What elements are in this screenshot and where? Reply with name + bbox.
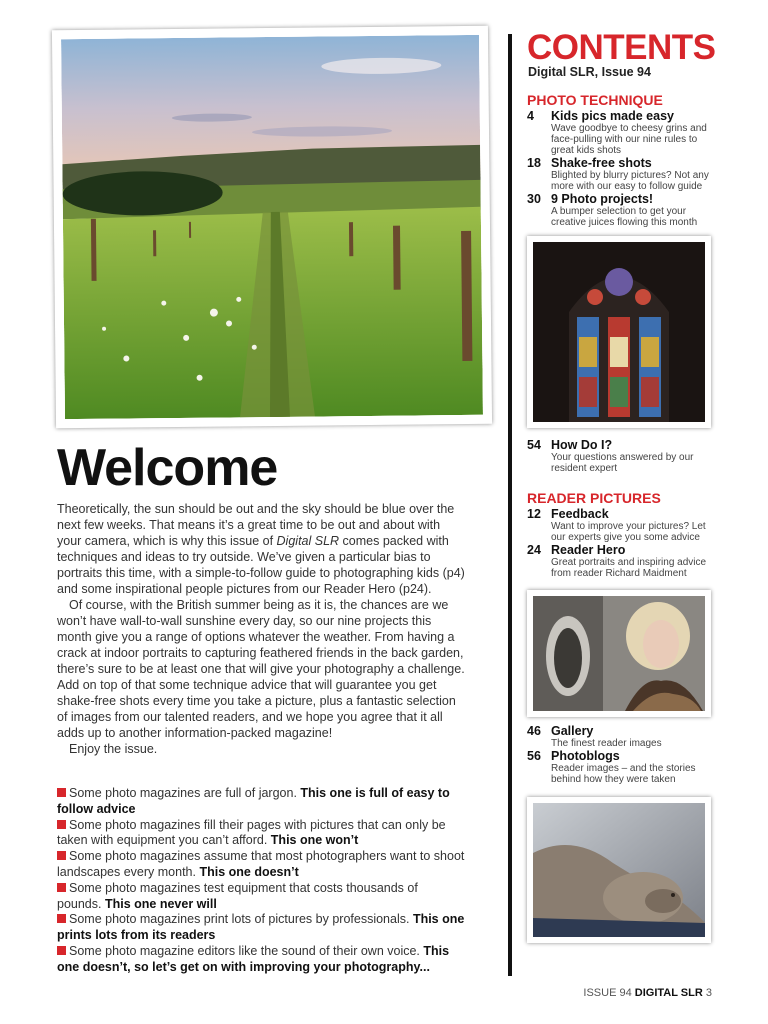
toc-page-number: 24 (527, 543, 541, 557)
claim-bold: This one never will (104, 896, 217, 911)
claim-bold: This one doesn’t (199, 864, 299, 879)
welcome-paragraph-2: Of course, with the British summer being as it is, the chances are we won’t have wall-to-wall sunshine every day, so our nine projects this month give you a range of options whatever the weather. From having a crack at indoor portraits to capturing feathered friends in the back garden, there’s sure to be at least one that will give your photography a challenge. Add on top of that some technique advice that will guarantee you get shake-free shots every time you take a picture, plus a fantastic selection of images from our talented readers, and we hope you agree that it all adds up to another information-packed magazine! (57, 598, 465, 740)
welcome-paragraph-1 (57, 501, 465, 597)
claim-item (57, 881, 465, 913)
section-heading-photo-technique: PHOTO TECHNIQUE (527, 92, 663, 108)
toc-entry-reader-hero[interactable] (527, 543, 717, 579)
claims-list (57, 786, 465, 976)
stained-glass-thumbnail (527, 236, 711, 428)
toc-entry-title: Shake-free shots (551, 156, 652, 170)
welcome-heading: Welcome (57, 439, 278, 497)
toc-page-number: 12 (527, 507, 541, 521)
claim-item (57, 786, 465, 818)
toc-entry-title: Feedback (551, 507, 609, 521)
toc-entry-description: Great portraits and inspiring advice from reader Richard Maidment (551, 557, 707, 580)
welcome-p1-part-a: Theoretically, the sun should be out and the sky should be blue over the next few weeks. That means it’s a great time to be out and about with your camera, which is why this issue of (57, 502, 455, 548)
toc-entry-description: Wave goodbye to cheesy grins and face-pulling with our nine rules to great kids shots (551, 123, 707, 157)
toc-entry-photo-projects[interactable] (527, 192, 717, 228)
toc-page-number: 56 (527, 749, 541, 763)
toc-entry-title: How Do I? (551, 438, 613, 452)
toc-page-number: 18 (527, 156, 541, 170)
page-footer (583, 987, 712, 999)
toc-entry-description: Blighted by blurry pictures? Not any more with our easy to follow guide (551, 170, 709, 193)
toc-entry-description: The finest reader images (551, 738, 662, 749)
seal-thumbnail (527, 797, 711, 943)
toc-entry-title: Photoblogs (551, 749, 620, 763)
red-square-icon (57, 883, 66, 892)
stained-glass-image (533, 242, 705, 422)
toc-entry-title: Gallery (551, 724, 594, 738)
toc-entry-title: 9 Photo projects! (551, 192, 654, 206)
toc-entry-title: Kids pics made easy (551, 109, 674, 123)
toc-page-number: 46 (527, 724, 541, 738)
red-square-icon (57, 820, 66, 829)
claim-item (57, 849, 465, 881)
toc-entry-shake-free[interactable] (527, 156, 717, 192)
claim-item (57, 944, 465, 976)
toc-entry-title: Reader Hero (551, 543, 626, 557)
claim-text: Some photo magazines print lots of pictures by professionals. (69, 912, 413, 927)
claim-text: Some photo magazines assume that most photographers want to shoot landscapes every month. (57, 849, 465, 879)
claim-text: Some photo magazines are full of jargon. (69, 786, 301, 800)
issue-subtitle: Digital SLR, Issue 94 (528, 65, 651, 79)
meadow-landscape-image (61, 35, 483, 419)
hero-photo (61, 35, 483, 419)
toc-entry-description: Reader images – and the stories behind how they were taken (551, 763, 696, 786)
claim-bold: This one prints lots from its readers (57, 912, 465, 943)
claim-text: Some photo magazines test equipment that costs thousands of pounds. (57, 880, 418, 911)
welcome-paragraph-3: Enjoy the issue. (69, 742, 158, 756)
claim-item (57, 818, 465, 850)
claim-bold: This one is full of easy to follow advice (57, 786, 450, 816)
red-square-icon (57, 914, 66, 923)
red-square-icon (57, 851, 66, 860)
toc-entry-feedback[interactable] (527, 507, 717, 543)
claim-bold: This one doesn’t, so let’s get on with improving your photography... (57, 943, 450, 974)
column-divider (508, 34, 512, 976)
hero-photo-frame (52, 26, 492, 429)
welcome-p1-part-b: comes packed with techniques and ideas to try outside. We’ve given a particular bias to portraits this time, with a simple-to-follow guide to photographing kids (p4) and some inspirational people pictures from our Reader Hero (p24). (57, 534, 465, 596)
toc-page-number: 4 (527, 109, 534, 123)
toc-page-number: 30 (527, 192, 541, 206)
claim-bold: This one won’t (270, 833, 359, 848)
claim-item (57, 912, 465, 944)
portrait-thumbnail (527, 590, 711, 717)
toc-entry-kids-pics[interactable] (527, 109, 717, 157)
claim-text: Some photo magazines fill their pages with pictures that can only be taken with equipment you can’t afford. (57, 817, 446, 848)
footer-issue: ISSUE 94 (583, 987, 632, 999)
toc-page-number: 54 (527, 438, 541, 452)
sea-lion-image (533, 803, 705, 937)
toc-entry-photoblogs[interactable] (527, 749, 717, 785)
footer-page-number: 3 (705, 987, 712, 999)
toc-entry-description: A bumper selection to get your creative juices flowing this month (551, 206, 698, 229)
red-square-icon (57, 946, 66, 955)
toc-entry-gallery[interactable] (527, 724, 717, 748)
magazine-name: Digital SLR (276, 534, 340, 548)
welcome-body (57, 501, 465, 757)
toc-entry-how-do-i[interactable] (527, 438, 717, 474)
portrait-image (533, 596, 705, 711)
section-heading-reader-pictures: READER PICTURES (527, 490, 661, 506)
red-square-icon (57, 788, 66, 797)
footer-magazine-name: DIGITAL SLR (634, 987, 703, 999)
claim-text: Some photo magazine editors like the sound of their own voice. (69, 943, 424, 958)
toc-entry-description: Want to improve your pictures? Let our experts give you some advice (551, 521, 706, 544)
contents-title: CONTENTS (527, 28, 716, 67)
toc-entry-description: Your questions answered by our resident expert (551, 452, 694, 475)
